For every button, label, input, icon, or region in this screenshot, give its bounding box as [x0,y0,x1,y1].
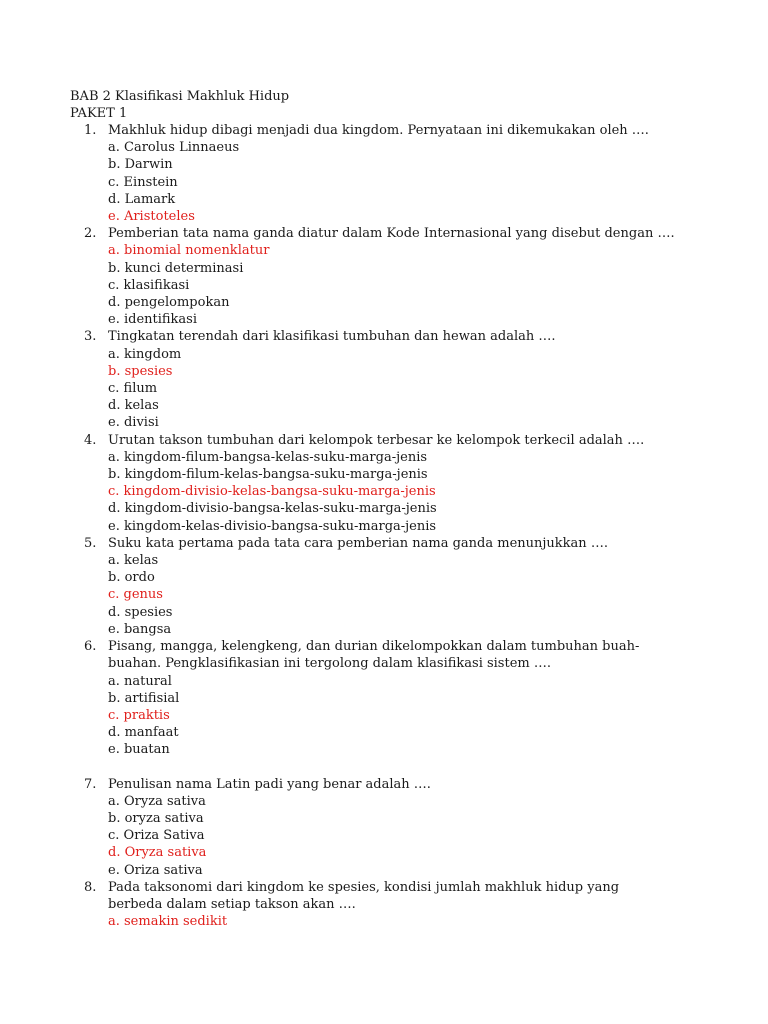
answer-option: e. bangsa [108,621,172,637]
answer-option-correct: c. genus [108,587,163,603]
answer-option: b. ordo [108,570,155,586]
answer-option: a. kingdom-filum-bangsa-kelas-suku-marga-jenis [108,449,428,465]
answer-option: d. spesies [108,604,173,620]
question-number: 4. [84,432,97,448]
answer-option: b. artifisial [108,690,180,706]
question-text: Pisang, mangga, kelengkeng, dan durian dikelompokkan dalam tumbuhan buah- [108,639,640,655]
answer-option: a. kelas [108,553,159,569]
answer-option-correct: a. binomial nomenklatur [108,243,270,259]
question-text: Penulisan nama Latin padi yang benar adalah …. [108,776,431,792]
answer-option: d. Lamark [108,191,176,207]
answer-option: b. oryza sativa [108,810,204,826]
answer-option: c. Einstein [108,174,178,190]
question-item [0,776,768,879]
question-item [0,879,768,931]
answer-option: a. Carolus Linnaeus [108,140,240,156]
question-item [0,535,768,638]
question-text: Suku kata pertama pada tata cara pemberian nama ganda menunjukkan …. [108,535,608,551]
answer-option: c. Oriza Sativa [108,828,205,844]
answer-option: d. pengelompokan [108,295,230,311]
answer-option: c. klasifikasi [108,277,190,293]
answer-option: e. buatan [108,742,170,758]
answer-option: b. kunci determinasi [108,260,244,276]
question-number: 1. [84,123,97,138]
question-item [0,225,768,328]
question-number: 2. [84,226,97,242]
answer-option: d. kelas [108,398,159,414]
answer-option-correct: c. praktis [108,707,170,723]
question-item [0,122,768,225]
answer-option: a. natural [108,673,172,689]
answer-option: d. manfaat [108,725,179,741]
answer-option-correct: a. semakin sedikit [108,914,228,930]
answer-option: b. kingdom-filum-kelas-bangsa-suku-marga-jenis [108,467,428,483]
answer-option: e. identifikasi [108,312,198,328]
answer-option-correct: b. spesies [108,363,173,379]
question-item [0,432,768,535]
answer-option: e. divisi [108,415,159,431]
answer-option-correct: c. kingdom-divisio-kelas-bangsa-suku-marga-jenis [108,484,436,500]
question-item [0,328,768,431]
question-number: 3. [84,329,97,345]
question-text: buahan. Pengklasifikasian ini tergolong dalam klasifikasi sistem …. [108,656,551,672]
question-text: Makhluk hidup dibagi menjadi dua kingdom. Pernyataan ini dikemukakan oleh …. [108,123,649,138]
answer-option-correct: d. Oryza sativa [108,845,207,861]
question-number: 8. [84,879,97,895]
answer-option: a. Oryza sativa [108,793,206,809]
answer-option: b. Darwin [108,157,173,173]
question-text: Urutan takson tumbuhan dari kelompok terbesar ke kelompok terkecil adalah …. [108,432,645,448]
answer-option: e. Oriza sativa [108,862,203,878]
question-number: 7. [84,776,97,792]
question-number: 6. [84,639,97,655]
answer-option: e. kingdom-kelas-divisio-bangsa-suku-marga-jenis [108,518,437,534]
question-text: Tingkatan terendah dari klasifikasi tumbuhan dan hewan adalah …. [108,329,556,345]
question-text: Pada taksonomi dari kingdom ke spesies, kondisi jumlah makhluk hidup yang [108,879,620,895]
package-label: PAKET 1 [70,106,128,121]
question-item [0,638,768,758]
answer-option: d. kingdom-divisio-bangsa-kelas-suku-marga-jenis [108,501,437,517]
blank-line [0,759,768,776]
question-list [0,122,768,930]
answer-option: a. kingdom [108,346,182,362]
document-header [70,88,289,122]
answer-option: c. filum [108,381,158,397]
answer-option-correct: e. Aristoteles [108,209,195,225]
chapter-title: BAB 2 Klasifikasi Makhluk Hidup [70,89,290,104]
question-number: 5. [84,535,97,551]
question-text: berbeda dalam setiap takson akan …. [108,896,356,912]
question-text: Pemberian tata nama ganda diatur dalam Kode Internasional yang disebut dengan …. [108,226,675,242]
